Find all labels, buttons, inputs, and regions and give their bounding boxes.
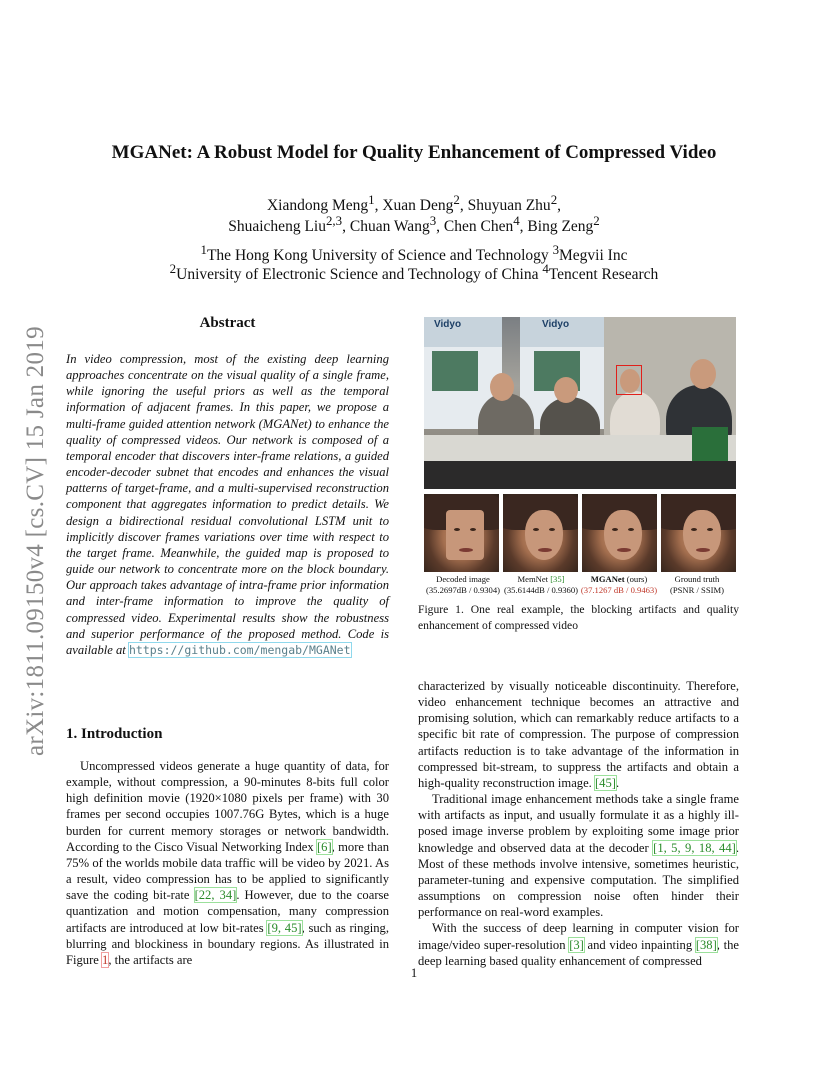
face bbox=[525, 510, 563, 560]
text-run: , the artifacts are bbox=[108, 952, 193, 967]
text-run: Uncompressed videos generate a huge quantity of data, for example, without compression, a 90-minutes 8-bits full color high definition movie (1920×1080 pixels per frame) with 30 frames per second occupies 1007.76G Bytes, which is a huge burden for current memory storages or network bandwidth. According to the Cisco Visual Networking Index bbox=[66, 759, 389, 854]
citation-link[interactable]: [3] bbox=[569, 937, 584, 952]
head bbox=[554, 377, 578, 403]
caption-name: MGANet bbox=[590, 574, 625, 584]
text-run: and video inpainting bbox=[583, 937, 696, 952]
right-paragraph bbox=[418, 920, 739, 968]
figure-crop-row bbox=[424, 494, 736, 572]
citation-link[interactable]: [9, 45] bbox=[267, 920, 302, 935]
caption-metric: (37.1267 dB / 0.9463) bbox=[580, 585, 658, 595]
aff-text: Megvii Inc bbox=[559, 247, 628, 265]
head bbox=[690, 359, 716, 389]
citation-link[interactable]: [6] bbox=[316, 839, 332, 854]
eye bbox=[707, 528, 713, 531]
text-run: , the deep learning based quality enhancement of compressed bbox=[418, 937, 740, 968]
author-sep: , bbox=[557, 197, 562, 215]
aff-sup: 1 bbox=[200, 242, 207, 257]
face bbox=[683, 510, 721, 560]
aff-text: Tencent Research bbox=[548, 266, 659, 284]
aff-sup: 3 bbox=[552, 242, 560, 257]
banner-picture bbox=[432, 351, 478, 391]
banner-text: Vidyo bbox=[434, 319, 462, 330]
paper-title: MGANet: A Robust Model for Quality Enhancement of Compressed Video bbox=[111, 142, 717, 163]
author-name: , Chuan Wang bbox=[342, 218, 430, 236]
eye bbox=[533, 528, 539, 531]
eye bbox=[470, 528, 476, 531]
caption-name: MemNet bbox=[517, 574, 551, 584]
author-name: , Chen Chen bbox=[436, 218, 514, 236]
crop-region-marker bbox=[616, 365, 642, 395]
caption-metric: (35.6144dB / 0.9360) bbox=[504, 585, 578, 595]
right-paragraph bbox=[418, 678, 739, 791]
author-sup: 1 bbox=[368, 192, 375, 207]
caption-decoded bbox=[424, 574, 502, 596]
abstract-text bbox=[66, 351, 389, 658]
caption-metric: (35.2697dB / 0.9304) bbox=[426, 585, 500, 595]
eye bbox=[628, 528, 634, 531]
introduction-text bbox=[66, 758, 389, 968]
citation-link[interactable]: [45] bbox=[594, 775, 616, 790]
mouth bbox=[696, 548, 710, 552]
arxiv-stamp: arXiv:1811.09150v4 [cs.CV] 15 Jan 2019 bbox=[22, 326, 49, 756]
aff-sup: 4 bbox=[542, 261, 549, 276]
figure-video-frame bbox=[424, 317, 736, 489]
crop-decoded-image bbox=[424, 494, 499, 572]
head bbox=[490, 373, 514, 401]
citation-link[interactable]: [22, 34] bbox=[194, 888, 237, 903]
text-run: , more than 75% of the worlds mobile data traffic will be video by 2021. As a result, video compression has to be applied to significantly save the coding bit-rate bbox=[66, 839, 389, 903]
mouth bbox=[617, 548, 631, 552]
author-sup: 2,3 bbox=[325, 213, 343, 228]
caption-memnet bbox=[502, 574, 580, 596]
text-run: , such as ringing, blurring and blockiness in boundary regions. As illustrated in Figure bbox=[66, 920, 389, 967]
text-run: . bbox=[615, 775, 620, 790]
face bbox=[604, 510, 642, 560]
citation-link[interactable]: [1, 5, 9, 18, 44] bbox=[653, 840, 736, 855]
floor bbox=[424, 461, 736, 489]
aff-sup: 2 bbox=[169, 261, 177, 276]
text-run: With the success of deep learning in computer vision for image/video super-resolution bbox=[418, 921, 739, 952]
right-paragraph bbox=[418, 791, 739, 920]
abstract-body: In video compression, most of the existing deep learning approaches concentrate on the visual quality of a single frame, while ignoring the useful priors as well as the temporal information of adjacent frames. In this paper, we propose a multi-frame guided attention network (MGANet) to enhance the quality of compressed videos. Our network is composed of a temporal encoder that discovers inter-frame relations, a guided encoder-decoder subnet that encodes and enhances the visual patterns of target-frame, and a multi-supervised reconstruction component that aggregates information to predict details. We design a bidirectional residual convolutional LSTM unit to implicitly discover frames variations over time with respect to the target frame. Meanwhile, the guided map is proposed to guide our network to concentrate more on the block boundary. Our approach takes advantage of intra-frame prior information and inter-frame information to improve the quality of compressed video. Experimental results show the robustness and superior performance of the proposed method. Code is available at bbox=[66, 352, 389, 657]
crop-mganet bbox=[582, 494, 657, 572]
caption-ground-truth bbox=[658, 574, 736, 596]
crop-ground-truth bbox=[661, 494, 736, 572]
banner-text: Vidyo bbox=[542, 319, 570, 330]
figure-sub-captions bbox=[424, 574, 736, 596]
mouth bbox=[538, 548, 552, 552]
author-line-2 bbox=[0, 211, 828, 237]
author-name: , Shuyuan Zhu bbox=[459, 197, 551, 215]
eye bbox=[612, 528, 618, 531]
author-name: Xiandong Meng bbox=[266, 197, 369, 215]
author-sup: 2 bbox=[550, 192, 558, 207]
caption-suffix: (ours) bbox=[624, 574, 648, 584]
author-sup: 4 bbox=[513, 213, 520, 228]
eye bbox=[454, 528, 460, 531]
eye bbox=[691, 528, 697, 531]
face bbox=[446, 510, 484, 560]
text-run: characterized by visually noticeable discontinuity. Therefore, video enhancement technique becomes an attractive and promising solution, which can remarkably reduce artifacts to a specific bit rate of compression. The purpose of compression artifacts reduction is to take advantage of the information in compressed bit-stream, to suppress the artifacts and obtain a high-quality reconstruction image. bbox=[418, 679, 739, 790]
aff-text: University of Electronic Science and Technology of China bbox=[176, 266, 543, 284]
abstract-heading: Abstract bbox=[199, 315, 256, 331]
page-number: 1 bbox=[410, 966, 418, 980]
author-sup: 2 bbox=[593, 213, 600, 228]
mouth bbox=[459, 548, 473, 552]
aff-text: The Hong Kong University of Science and Technology bbox=[206, 247, 553, 265]
eye bbox=[549, 528, 555, 531]
crop-memnet bbox=[503, 494, 578, 572]
author-sup: 3 bbox=[429, 213, 437, 228]
author-name: Shuaicheng Liu bbox=[228, 218, 326, 236]
right-column-text bbox=[418, 678, 739, 969]
citation-link[interactable]: [35] bbox=[550, 574, 565, 584]
affiliation-line-2 bbox=[0, 259, 828, 284]
caption-name: Ground truth bbox=[674, 574, 720, 584]
text-run: . However, due to the coarse quantization and motion compensation, many compression artifacts are introduced at low bit-rates bbox=[66, 888, 389, 935]
author-name: , Xuan Deng bbox=[374, 197, 454, 215]
text-run: . Most of these methods involve intensive, sometimes heuristic, parameter-tuning and expensive computation. The simplified assumptions on compression noise often hinder their performance on real-word examples. bbox=[418, 840, 740, 920]
caption-name: Decoded image bbox=[436, 574, 490, 584]
citation-link[interactable]: [38] bbox=[695, 937, 717, 952]
caption-metric: (PSNR / SSIM) bbox=[670, 585, 724, 595]
text-run: Traditional image enhancement methods take a single frame with artifacts as input, and usually formulate it as a highly ill-posed image inverse problem by exploiting some image prior knowledge and observed data at the decoder bbox=[418, 792, 739, 855]
table bbox=[424, 435, 736, 461]
author-sup: 2 bbox=[453, 192, 460, 207]
section-heading-introduction: 1. Introduction bbox=[66, 726, 163, 742]
code-link[interactable]: https://github.com/mengab/MGANet bbox=[128, 642, 351, 657]
intro-paragraph bbox=[66, 758, 389, 968]
figure-caption: Figure 1. One real example, the blocking artifacts and quality enhancement of compressed video bbox=[418, 603, 739, 632]
caption-mganet bbox=[580, 574, 658, 596]
author-name: , Bing Zeng bbox=[519, 218, 594, 236]
figure-ref-link[interactable]: 1 bbox=[102, 952, 109, 967]
